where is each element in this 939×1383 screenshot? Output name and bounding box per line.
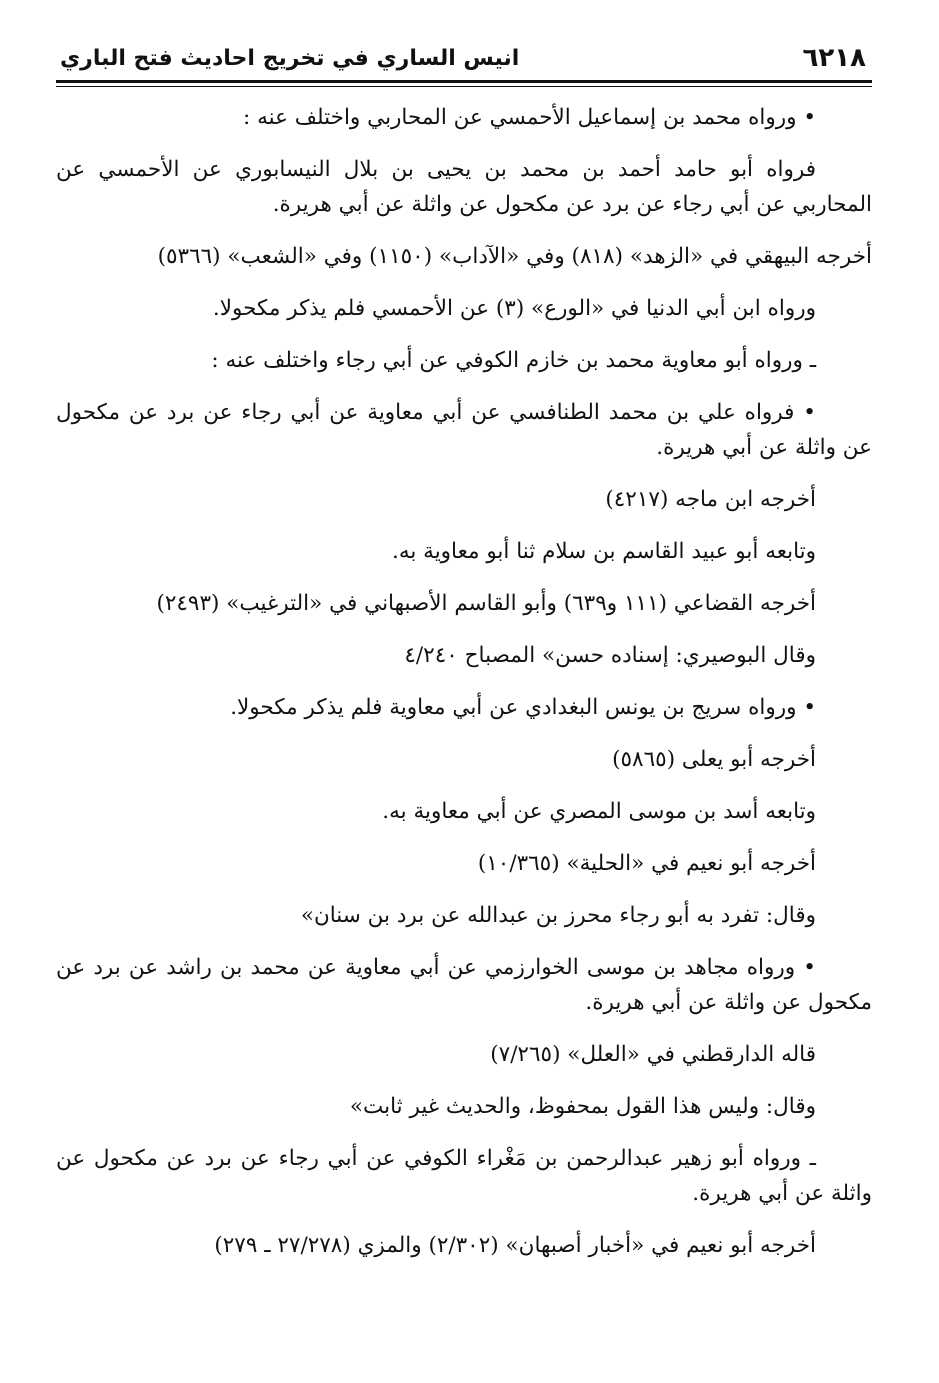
- paragraph: أخرجه أبو نعيم في «أخبار أصبهان» (٢/٣٠٢) والمزي (٢٧/٢٧٨ ـ ٢٧٩): [214, 1233, 816, 1258]
- paragraph: • ورواه مجاهد بن موسى الخوارزمي عن أبي معاوية عن محمد بن راشد عن برد عن مكحول عن واثلة عن أبي هريرة.: [56, 955, 872, 1015]
- paragraph: ـ ورواه أبو معاوية محمد بن خازم الكوفي عن أبي رجاء واختلف عنه :: [211, 348, 816, 373]
- paragraph: وتابعه أسد بن موسى المصري عن أبي معاوية به.: [382, 799, 816, 824]
- running-title: انيس الساري في تخريج احاديث فتح الباري: [60, 45, 520, 71]
- page-number: ٦٢١٨: [802, 43, 866, 73]
- paragraph: فرواه أبو حامد أحمد بن محمد بن يحيى بن بلال النيسابوري عن الأحمسي عن المحاربي عن أبي رجاء عن برد عن مكحول عن واثلة عن أبي هريرة.: [56, 157, 872, 217]
- paragraph: أخرجه القضاعي (١١١ و٦٣٩) وأبو القاسم الأصبهاني في «الترغيب» (٢٤٩٣): [156, 591, 816, 616]
- paragraph: قاله الدارقطني في «العلل» (٧/٢٦٥): [490, 1042, 816, 1067]
- paragraph: وقال البوصيري: إسناده حسن» المصباح ٤/٢٤٠: [404, 643, 816, 668]
- paragraph: أخرجه البيهقي في «الزهد» (٨١٨) وفي «الآداب» (١١٥٠) وفي «الشعب» (٥٣٦٦): [157, 244, 872, 269]
- paragraph: • ورواه محمد بن إسماعيل الأحمسي عن المحاربي واختلف عنه :: [243, 105, 816, 130]
- paragraph: وقال: وليس هذا القول بمحفوظ، والحديث غير ثابت»: [349, 1094, 816, 1119]
- paragraph: ورواه ابن أبي الدنيا في «الورع» (٣) عن الأحمسي فلم يذكر مكحولا.: [212, 296, 816, 321]
- paragraph: • فرواه علي بن محمد الطنافسي عن أبي معاوية عن أبي رجاء عن برد عن مكحول عن واثلة عن أبي هريرة.: [56, 400, 872, 460]
- paragraph: ـ ورواه أبو زهير عبدالرحمن بن مَغْراء الكوفي عن أبي رجاء عن برد عن مكحول عن واثلة عن أبي هريرة.: [56, 1146, 872, 1206]
- paragraph: أخرجه أبو يعلى (٥٨٦٥): [612, 747, 816, 772]
- header-rule-thick: [56, 80, 872, 83]
- page-header: [56, 38, 872, 78]
- paragraph: وتابعه أبو عبيد القاسم بن سلام ثنا أبو معاوية به.: [391, 539, 816, 564]
- page-body: [56, 100, 872, 1280]
- paragraph: • ورواه سريج بن يونس البغدادي عن أبي معاوية فلم يذكر مكحولا.: [230, 695, 816, 720]
- paragraph: أخرجه أبو نعيم في «الحلية» (١٠/٣٦٥): [477, 851, 816, 876]
- header-rule-thin: [56, 86, 872, 87]
- paragraph: أخرجه ابن ماجه (٤٢١٧): [605, 487, 816, 512]
- paragraph: وقال: تفرد به أبو رجاء محرز بن عبدالله عن برد بن سنان»: [300, 903, 816, 928]
